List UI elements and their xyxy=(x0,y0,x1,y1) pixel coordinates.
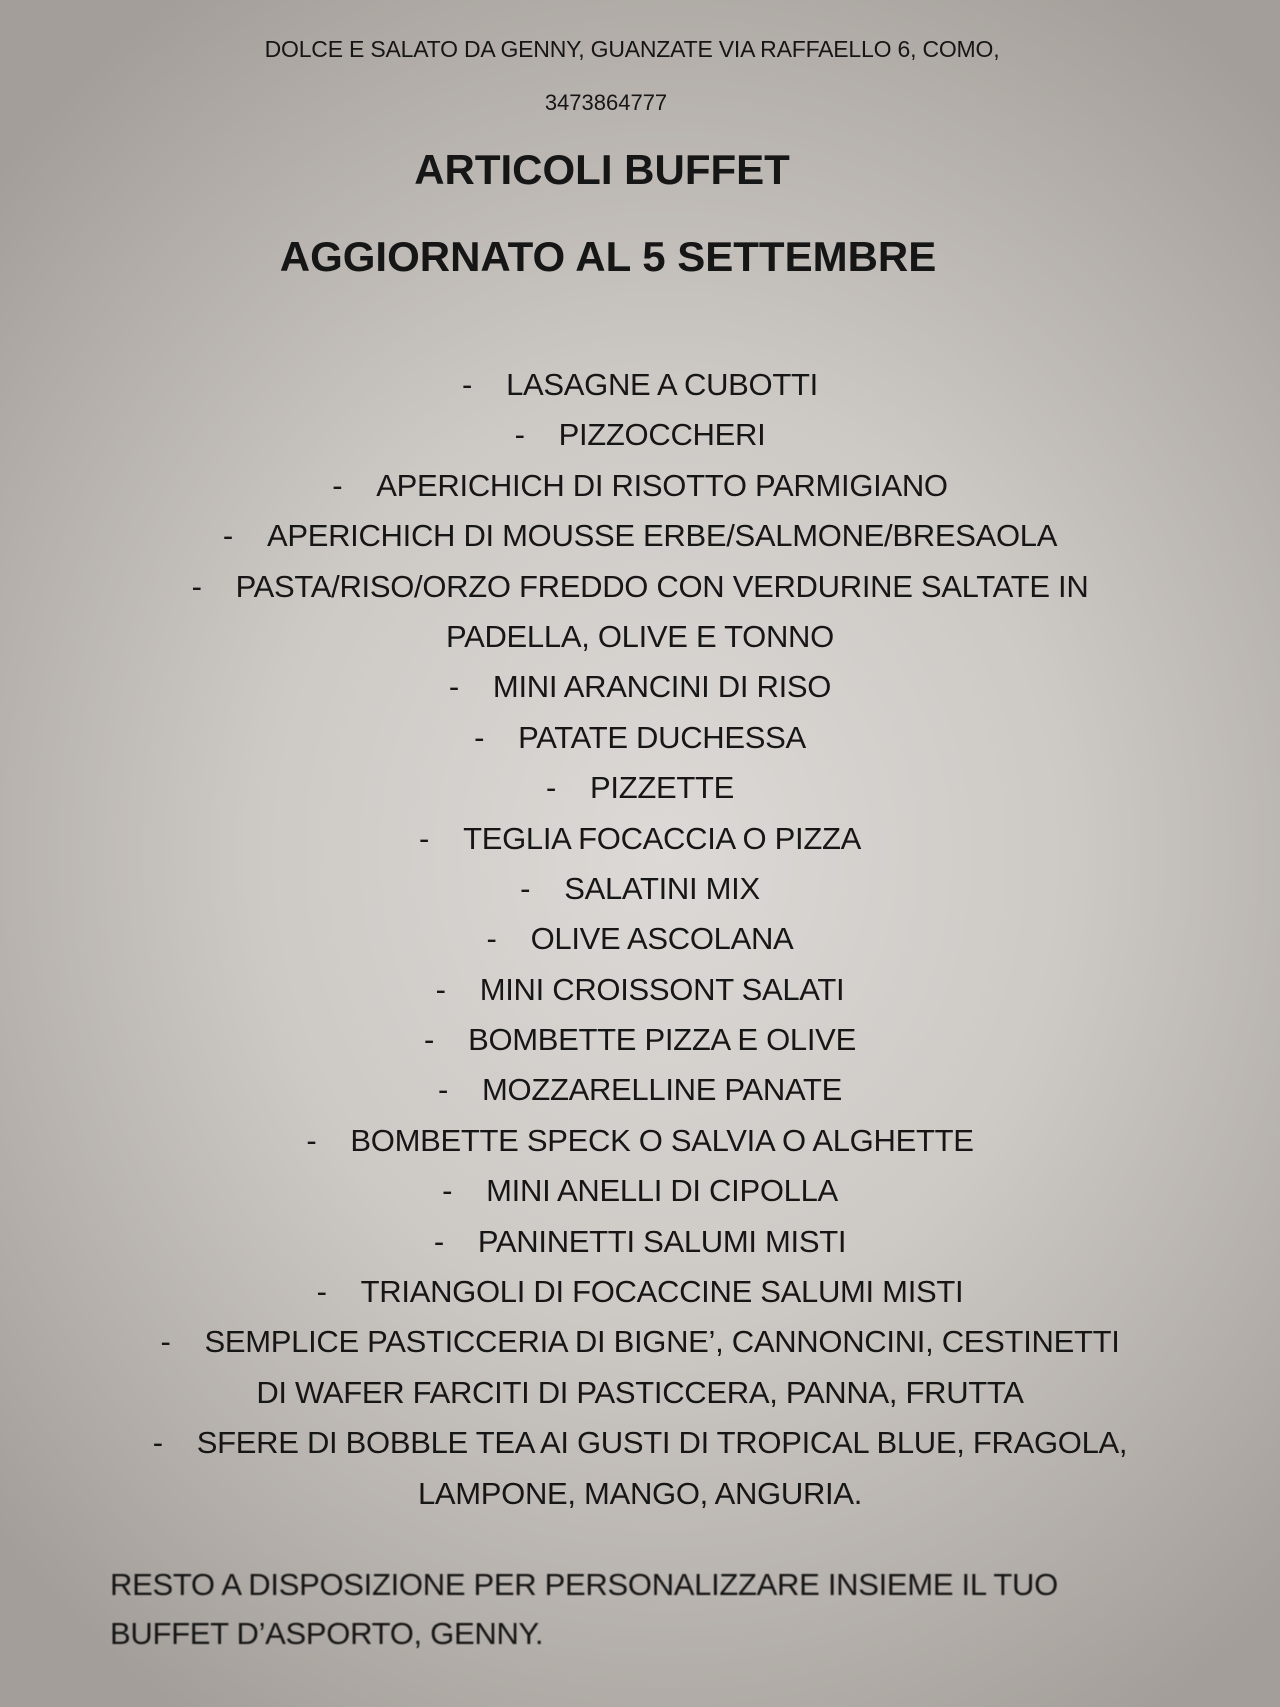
list-item xyxy=(0,814,1280,864)
bullet-dash: - xyxy=(545,770,557,806)
bullet-dash: - xyxy=(160,1324,171,1360)
list-item xyxy=(0,562,1280,612)
list-item xyxy=(0,914,1280,964)
bullet-dash: - xyxy=(442,1173,453,1209)
bullet-dash: - xyxy=(222,518,233,554)
bullet-dash: - xyxy=(424,1022,435,1058)
list-item-text: APERICHICH DI RISOTTO PARMIGIANO xyxy=(376,467,948,503)
bullet-dash: - xyxy=(306,1122,317,1158)
list-item-text: SEMPLICE PASTICCERIA DI BIGNE’, CANNONCINI, CESTINETTI xyxy=(204,1324,1120,1360)
list-item xyxy=(0,1469,1280,1519)
closing-note xyxy=(110,1560,1058,1658)
list-item-text: LAMPONE, MANGO, ANGURIA. xyxy=(417,1475,863,1511)
list-item-text: BOMBETTE SPECK O SALVIA O ALGHETTE xyxy=(350,1122,974,1158)
list-item xyxy=(0,612,1280,662)
list-item-text: PIZZETTE xyxy=(590,770,735,806)
list-item-text: OLIVE ASCOLANA xyxy=(530,921,794,957)
list-item xyxy=(0,763,1280,813)
bullet-dash: - xyxy=(332,467,343,503)
list-item xyxy=(0,1065,1280,1115)
list-item xyxy=(0,662,1280,712)
list-item xyxy=(0,1368,1280,1418)
list-item-text: TEGLIA FOCACCIA O PIZZA xyxy=(463,820,861,856)
bullet-dash: - xyxy=(316,1274,327,1310)
list-item xyxy=(0,1116,1280,1166)
list-item-text: PASTA/RISO/ORZO FREDDO CON VERDURINE SALTATE IN xyxy=(235,568,1089,604)
list-item-text: PATATE DUCHESSA xyxy=(518,719,806,755)
bullet-dash: - xyxy=(514,417,525,453)
list-item-text: SALATINI MIX xyxy=(564,870,760,906)
list-item xyxy=(0,1267,1280,1317)
list-item xyxy=(0,965,1280,1015)
list-item-text: PIZZOCCHERI xyxy=(558,417,766,453)
list-item xyxy=(0,1015,1280,1065)
phone-number: 3473864777 xyxy=(544,90,668,115)
closing-line: BUFFET D’ASPORTO, GENNY. xyxy=(110,1616,544,1651)
bullet-dash: - xyxy=(486,921,497,957)
list-item xyxy=(0,1418,1280,1468)
list-item-text: MOZZARELLINE PANATE xyxy=(481,1072,843,1108)
list-item xyxy=(0,864,1280,914)
bullet-dash: - xyxy=(191,568,202,604)
document-subtitle: AGGIORNATO AL 5 SETTEMBRE xyxy=(279,233,937,280)
list-item-text: LASAGNE A CUBOTTI xyxy=(506,367,818,402)
list-item-text: DI WAFER FARCITI DI PASTICCERA, PANNA, FRUTTA xyxy=(256,1374,1024,1410)
buffet-items-list xyxy=(0,360,1280,1519)
list-item xyxy=(0,461,1280,511)
list-item-text: MINI CROISSONT SALATI xyxy=(479,971,845,1007)
bullet-dash: - xyxy=(474,719,485,755)
list-item-text: SFERE DI BOBBLE TEA AI GUSTI DI TROPICAL BLUE, FRAGOLA, xyxy=(196,1425,1128,1461)
list-item-text: PADELLA, OLIVE E TONNO xyxy=(446,618,834,654)
list-item xyxy=(0,1317,1280,1367)
bullet-dash: - xyxy=(435,971,446,1007)
list-item-text: PANINETTI SALUMI MISTI xyxy=(477,1223,847,1259)
closing-line: RESTO A DISPOSIZIONE PER PERSONALIZZARE INSIEME IL TUO xyxy=(110,1567,1058,1602)
bullet-dash: - xyxy=(462,367,473,402)
list-item-text: BOMBETTE PIZZA E OLIVE xyxy=(468,1022,856,1058)
list-item xyxy=(0,713,1280,763)
bullet-dash: - xyxy=(437,1072,448,1108)
list-item xyxy=(0,1217,1280,1267)
list-item xyxy=(0,410,1280,460)
list-item-text: APERICHICH DI MOUSSE ERBE/SALMONE/BRESAOLA xyxy=(266,518,1058,554)
bullet-dash: - xyxy=(433,1223,444,1259)
bullet-dash: - xyxy=(448,669,459,705)
list-item xyxy=(0,511,1280,561)
bullet-dash: - xyxy=(520,870,531,906)
list-item xyxy=(0,360,1280,410)
business-address: DOLCE E SALATO DA GENNY, GUANZATE VIA RAFFAELLO 6, COMO, xyxy=(264,36,1000,62)
bullet-dash: - xyxy=(419,820,430,856)
bullet-dash: - xyxy=(152,1425,163,1461)
document-title: ARTICOLI BUFFET xyxy=(414,146,790,193)
list-item-text: MINI ARANCINI DI RISO xyxy=(492,669,832,705)
list-item xyxy=(0,1166,1280,1216)
list-item-text: TRIANGOLI DI FOCACCINE SALUMI MISTI xyxy=(360,1274,964,1310)
list-item-text: MINI ANELLI DI CIPOLLA xyxy=(486,1173,838,1209)
